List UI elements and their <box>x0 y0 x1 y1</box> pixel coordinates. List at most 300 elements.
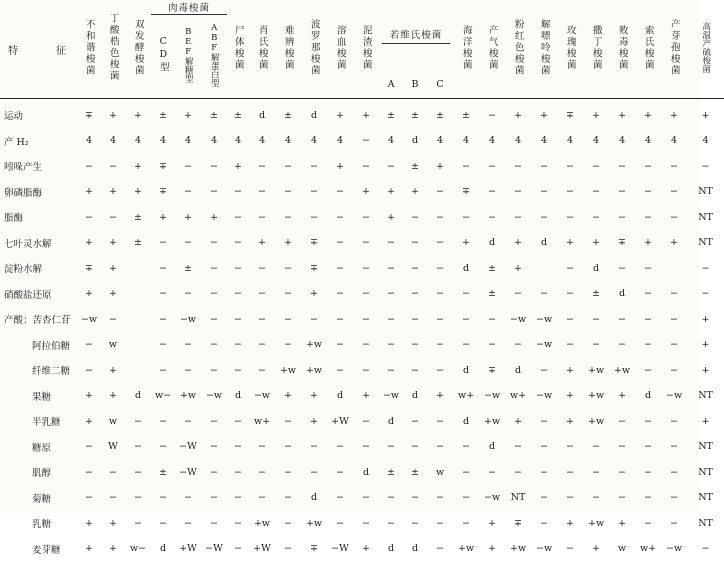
table-cell: − <box>566 466 575 478</box>
table-cell: + <box>362 109 370 121</box>
table-cell: +w <box>457 543 475 555</box>
table-cell: − <box>362 492 370 504</box>
table-cell: + <box>387 211 395 223</box>
table-cell: d <box>540 237 548 249</box>
row-feature-label: 淀粉水解 <box>4 264 43 276</box>
table-cell: − <box>284 543 292 555</box>
row-feature-label: 产酸：苦杏仁苷 <box>4 315 71 327</box>
table-cell: + <box>592 109 601 121</box>
table-cell: − <box>701 160 710 172</box>
table-cell: + <box>670 109 679 121</box>
table-cell: − <box>387 364 395 376</box>
table-cell: − <box>336 466 344 478</box>
table-cell: − <box>592 211 601 223</box>
table-cell: − <box>258 441 266 453</box>
table-cell: + <box>109 262 117 274</box>
row-feature-label: 吲哚产生 <box>4 162 43 174</box>
table-cell: ∓ <box>85 262 93 274</box>
table-cell: 4 <box>619 135 626 147</box>
table-cell: + <box>488 543 497 555</box>
table-cell: − <box>258 339 266 351</box>
table-cell: 4 <box>85 135 93 147</box>
table-cell: − <box>134 415 142 427</box>
table-cell: d <box>258 109 266 121</box>
table-cell: − <box>362 441 370 453</box>
table-row <box>0 256 724 282</box>
table-cell: + <box>701 313 710 325</box>
table-cell: − <box>336 313 344 325</box>
table-cell: − <box>462 313 471 325</box>
table-cell: − <box>540 288 549 300</box>
table-cell: −w <box>179 313 197 325</box>
table-row <box>0 281 724 307</box>
table-cell: + <box>644 109 653 121</box>
col-header-22: 败毒梭菌 <box>609 0 635 99</box>
table-cell: − <box>362 237 370 249</box>
table-cell: − <box>210 339 218 351</box>
table-cell: ± <box>411 109 419 121</box>
table-cell: ∓ <box>310 237 318 249</box>
table-cell: − <box>411 492 419 504</box>
table-cell: + <box>234 160 242 172</box>
table-cell: − <box>184 364 192 376</box>
table-row <box>0 434 724 460</box>
col-header-16: 海洋梭菌 <box>453 0 479 99</box>
table-cell: − <box>234 415 242 427</box>
table-cell: − <box>670 441 679 453</box>
table-cell: − <box>362 288 370 300</box>
table-cell: − <box>85 466 93 478</box>
table-cell: ∓ <box>488 364 497 376</box>
table-cell: − <box>644 492 653 504</box>
col-header-25: 高温产硫梭菌 <box>687 0 724 99</box>
table-cell: ∓ <box>566 109 575 121</box>
table-cell: ± <box>411 466 419 478</box>
table-cell: + <box>362 390 370 402</box>
table-cell: − <box>336 517 344 529</box>
table-cell: d <box>362 466 370 478</box>
col-header-3: 双发酵梭菌 <box>125 0 151 99</box>
table-cell: ± <box>387 109 395 121</box>
table-cell: ± <box>210 109 218 121</box>
table-cell: w <box>108 415 118 427</box>
table-cell: − <box>644 517 653 529</box>
table-cell: − <box>670 186 679 198</box>
table-cell: − <box>284 415 292 427</box>
table-cell: − <box>184 186 192 198</box>
table-cell: − <box>85 364 93 376</box>
table-cell: − <box>411 441 419 453</box>
table-cell: 4 <box>463 135 470 147</box>
table-cell: w+ <box>509 390 527 402</box>
table-cell: − <box>159 492 167 504</box>
table-cell: − <box>210 466 218 478</box>
col-header-21: 撒丁梭菌 <box>583 0 609 99</box>
table-cell: − <box>234 517 242 529</box>
table-cell: ± <box>284 109 292 121</box>
table-cell: + <box>566 415 575 427</box>
table-cell: − <box>462 466 471 478</box>
table-cell: − <box>436 441 444 453</box>
row-feature-label: 半乳糖 <box>32 417 61 429</box>
table-cell: − <box>258 466 266 478</box>
table-cell: − <box>310 313 318 325</box>
row-feature-label: 产 H₂ <box>4 136 29 148</box>
table-cell: − <box>701 288 710 300</box>
table-row <box>0 358 724 384</box>
table-cell: + <box>592 543 601 555</box>
table-cell: − <box>566 186 575 198</box>
table-cell: − <box>284 517 292 529</box>
table-cell: + <box>85 517 93 529</box>
table-cell: − <box>310 466 318 478</box>
table-cell: − <box>387 441 395 453</box>
table-cell: 4 <box>567 135 574 147</box>
table-row <box>0 179 724 205</box>
table-cell: −w <box>509 313 527 325</box>
table-cell: − <box>184 339 192 351</box>
table-cell: +W <box>253 543 271 555</box>
table-cell: − <box>592 160 601 172</box>
table-cell: − <box>592 313 601 325</box>
table-cell: − <box>462 160 471 172</box>
table-cell: ± <box>488 288 497 300</box>
table-cell: − <box>109 160 117 172</box>
table-cell: − <box>701 262 710 274</box>
col-header-11: 溶血梭菌 <box>327 0 353 99</box>
table-cell: − <box>284 492 292 504</box>
table-cell: − <box>258 313 266 325</box>
table-cell: + <box>701 339 710 351</box>
table-cell: − <box>411 415 419 427</box>
table-cell: − <box>109 466 117 478</box>
table-cell: − <box>436 262 444 274</box>
table-cell: − <box>462 339 471 351</box>
table-cell: − <box>436 364 444 376</box>
table-cell: − <box>411 288 419 300</box>
table-cell: +w <box>483 415 501 427</box>
table-cell: ∓ <box>462 186 471 198</box>
col-header-12: 泥渣梭菌 <box>353 0 379 99</box>
table-cell: − <box>362 364 370 376</box>
table-cell: − <box>336 364 344 376</box>
table-cell: − <box>234 288 242 300</box>
table-cell: − <box>618 492 627 504</box>
table-cell: NT <box>698 237 713 249</box>
table-cell: 4 <box>210 135 218 147</box>
table-cell: − <box>159 441 167 453</box>
table-cell: − <box>618 415 627 427</box>
table-cell: d <box>488 441 496 453</box>
table-cell: + <box>540 109 549 121</box>
table-cell: + <box>109 109 117 121</box>
table-cell: − <box>184 160 192 172</box>
table-cell: NT <box>698 390 713 402</box>
table-cell: − <box>387 237 395 249</box>
table-cell: − <box>592 339 601 351</box>
feature-column-header: 特 征 <box>0 0 77 99</box>
row-feature-label: 硝酸盐还原 <box>4 289 52 301</box>
col-header-14: B <box>403 71 427 99</box>
table-cell: +w <box>253 517 271 529</box>
table-cell: − <box>387 262 395 274</box>
table-cell: ± <box>387 466 395 478</box>
table-cell: − <box>234 543 242 555</box>
table-cell: − <box>109 313 117 325</box>
table-cell: − <box>436 492 444 504</box>
table-cell: +w <box>305 339 323 351</box>
table-cell: − <box>310 441 318 453</box>
table-cell: d <box>514 364 522 376</box>
table-cell: + <box>184 211 192 223</box>
group-header-botulinum: 肉毒梭菌 <box>151 0 227 15</box>
row-feature-label: 菊糖 <box>32 493 52 505</box>
table-cell: − <box>488 186 497 198</box>
table-cell: + <box>362 186 370 198</box>
row-feature-label: 糖原 <box>32 442 52 454</box>
table-cell: + <box>310 390 318 402</box>
table-cell: −w <box>665 390 683 402</box>
table-cell: + <box>284 237 292 249</box>
table-cell: − <box>488 211 497 223</box>
table-cell: − <box>462 288 471 300</box>
table-cell: − <box>184 237 192 249</box>
table-cell: + <box>566 517 575 529</box>
table-cell: − <box>644 415 653 427</box>
table-cell: 4 <box>134 135 142 147</box>
row-feature-label: 肌醇 <box>32 468 52 480</box>
table-cell: − <box>462 517 471 529</box>
table-cell: − <box>336 211 344 223</box>
table-cell: + <box>566 237 575 249</box>
table-cell: 4 <box>284 135 292 147</box>
table-cell: − <box>387 517 395 529</box>
table-cell: − <box>670 466 679 478</box>
table-cell: − <box>210 492 218 504</box>
table-cell: + <box>701 364 710 376</box>
table-cell: − <box>362 262 370 274</box>
row-feature-label: 果糖 <box>32 391 52 403</box>
table-cell: − <box>284 466 292 478</box>
table-cell: − <box>387 160 395 172</box>
col-header-7: 尸体梭菌 <box>227 0 249 99</box>
table-cell: − <box>644 339 653 351</box>
table-cell: ∓ <box>514 517 523 529</box>
table-cell: − <box>258 211 266 223</box>
table-cell: −w <box>535 339 553 351</box>
table-cell: NT <box>698 492 713 504</box>
table-cell: +w <box>179 390 197 402</box>
table-cell: − <box>618 441 627 453</box>
table-cell: w <box>435 466 445 478</box>
table-cell: + <box>85 415 93 427</box>
table-cell: −w <box>483 390 501 402</box>
table-cell: ± <box>159 466 167 478</box>
col-header-20: 玫瑰梭菌 <box>557 0 583 99</box>
table-cell: + <box>701 109 710 121</box>
table-cell: − <box>362 135 370 147</box>
table-body <box>0 99 724 562</box>
table-cell: + <box>436 390 444 402</box>
table-cell <box>125 358 151 384</box>
table-cell: − <box>540 415 549 427</box>
table-cell: + <box>85 390 93 402</box>
table-cell: ∓ <box>159 186 167 198</box>
table-row <box>0 485 724 511</box>
table-cell: − <box>670 415 679 427</box>
row-feature-label: 卵磷脂酶 <box>4 187 43 199</box>
table-cell: − <box>134 492 142 504</box>
table-cell: − <box>85 339 93 351</box>
table-cell: + <box>159 211 167 223</box>
table-cell: −w <box>253 390 271 402</box>
table-cell: −W <box>179 441 197 453</box>
table-cell: − <box>210 313 218 325</box>
row-feature-label: 脂酶 <box>4 213 24 225</box>
col-header-13: A <box>379 71 403 99</box>
table-cell: + <box>514 415 523 427</box>
table-cell: − <box>336 441 344 453</box>
table-cell: − <box>644 313 653 325</box>
table-cell: − <box>644 262 653 274</box>
table-cell: − <box>310 211 318 223</box>
col-header-4: CD型 <box>151 15 175 99</box>
table-cell: w+ <box>457 390 475 402</box>
table-cell: w <box>617 543 627 555</box>
table-cell: + <box>310 288 318 300</box>
table-cell: d <box>488 237 496 249</box>
table-cell: − <box>336 262 344 274</box>
table-cell: − <box>701 543 710 555</box>
table-cell: + <box>134 109 142 121</box>
table-cell: − <box>592 441 601 453</box>
table-cell: − <box>336 186 344 198</box>
table-cell: − <box>618 313 627 325</box>
row-feature-label: 阿拉伯糖 <box>32 340 71 352</box>
table-cell: 4 <box>159 135 167 147</box>
table-cell: − <box>514 186 523 198</box>
table-cell: − <box>462 211 471 223</box>
table-cell: − <box>540 441 549 453</box>
table-cell: 4 <box>645 135 652 147</box>
table-cell: − <box>462 492 471 504</box>
col-header-5: BEF解糖型 <box>175 15 201 99</box>
table-cell: + <box>618 390 627 402</box>
table-cell: − <box>462 441 471 453</box>
table-cell: + <box>592 237 601 249</box>
table-cell: − <box>644 160 653 172</box>
table-cell: + <box>134 186 142 198</box>
table-cell: 4 <box>109 135 117 147</box>
table-cell: − <box>159 339 167 351</box>
table-cell: +w <box>279 364 297 376</box>
table-cell: − <box>644 288 653 300</box>
table-cell: −w <box>535 543 553 555</box>
table-cell: d <box>310 492 318 504</box>
table-cell: − <box>540 492 549 504</box>
table-cell: − <box>210 288 218 300</box>
table-cell: − <box>436 237 444 249</box>
table-cell: − <box>387 492 395 504</box>
table-cell: ± <box>234 109 242 121</box>
table-cell: − <box>184 288 192 300</box>
table-cell: − <box>310 160 318 172</box>
table-cell: − <box>644 466 653 478</box>
table-cell: − <box>644 364 653 376</box>
table-cell: + <box>701 415 710 427</box>
table-cell: + <box>618 517 627 529</box>
table-cell <box>531 256 557 282</box>
row-feature-label: 七叶灵水解 <box>4 238 52 250</box>
table-row <box>0 460 724 486</box>
table-cell <box>125 281 151 307</box>
table-cell: − <box>670 492 679 504</box>
table-row <box>0 230 724 256</box>
table-cell: + <box>462 237 471 249</box>
table-cell: − <box>540 364 549 376</box>
table-cell: − <box>670 517 679 529</box>
table-cell: w− <box>154 390 172 402</box>
table-cell: W <box>108 441 118 453</box>
table-cell: d <box>134 390 142 402</box>
table-cell: +w <box>305 364 323 376</box>
table-cell: + <box>109 186 117 198</box>
table-cell: + <box>644 237 653 249</box>
table-cell: − <box>184 415 192 427</box>
table-cell: w+ <box>253 415 271 427</box>
table-cell: − <box>618 339 627 351</box>
table-cell: −w <box>382 390 400 402</box>
table-cell: ∓ <box>618 237 627 249</box>
table-cell: + <box>514 109 523 121</box>
table-cell: − <box>284 262 292 274</box>
col-header-18: 粉红色梭菌 <box>505 0 531 99</box>
table-cell <box>125 256 151 282</box>
table-cell: d <box>644 390 652 402</box>
table-cell: − <box>336 339 344 351</box>
table-cell: − <box>436 211 444 223</box>
table-cell: − <box>514 339 523 351</box>
table-cell: − <box>566 441 575 453</box>
table-cell: − <box>670 364 679 376</box>
table-cell: − <box>234 237 242 249</box>
table-cell: − <box>134 517 142 529</box>
table-cell: − <box>210 441 218 453</box>
table-cell: + <box>284 390 292 402</box>
table-cell: w− <box>129 543 147 555</box>
table-cell: − <box>644 186 653 198</box>
table-cell: + <box>387 186 395 198</box>
table-cell: + <box>618 109 627 121</box>
table-cell: + <box>670 237 679 249</box>
row-feature-label: 纤维二糖 <box>32 366 71 378</box>
table-cell: − <box>159 237 167 249</box>
table-cell: − <box>134 441 142 453</box>
table-cell: + <box>436 160 444 172</box>
table-cell: − <box>109 211 117 223</box>
table-cell: − <box>85 160 93 172</box>
table-cell: − <box>109 492 117 504</box>
table-cell: 4 <box>184 135 192 147</box>
table-cell: NT <box>698 517 713 529</box>
table-row <box>0 128 724 154</box>
table-cell: − <box>284 160 292 172</box>
table-row <box>0 154 724 180</box>
table-cell: ∓ <box>310 262 318 274</box>
table-cell: + <box>566 364 575 376</box>
table-cell: ∓ <box>159 160 167 172</box>
table-cell: d <box>462 415 470 427</box>
